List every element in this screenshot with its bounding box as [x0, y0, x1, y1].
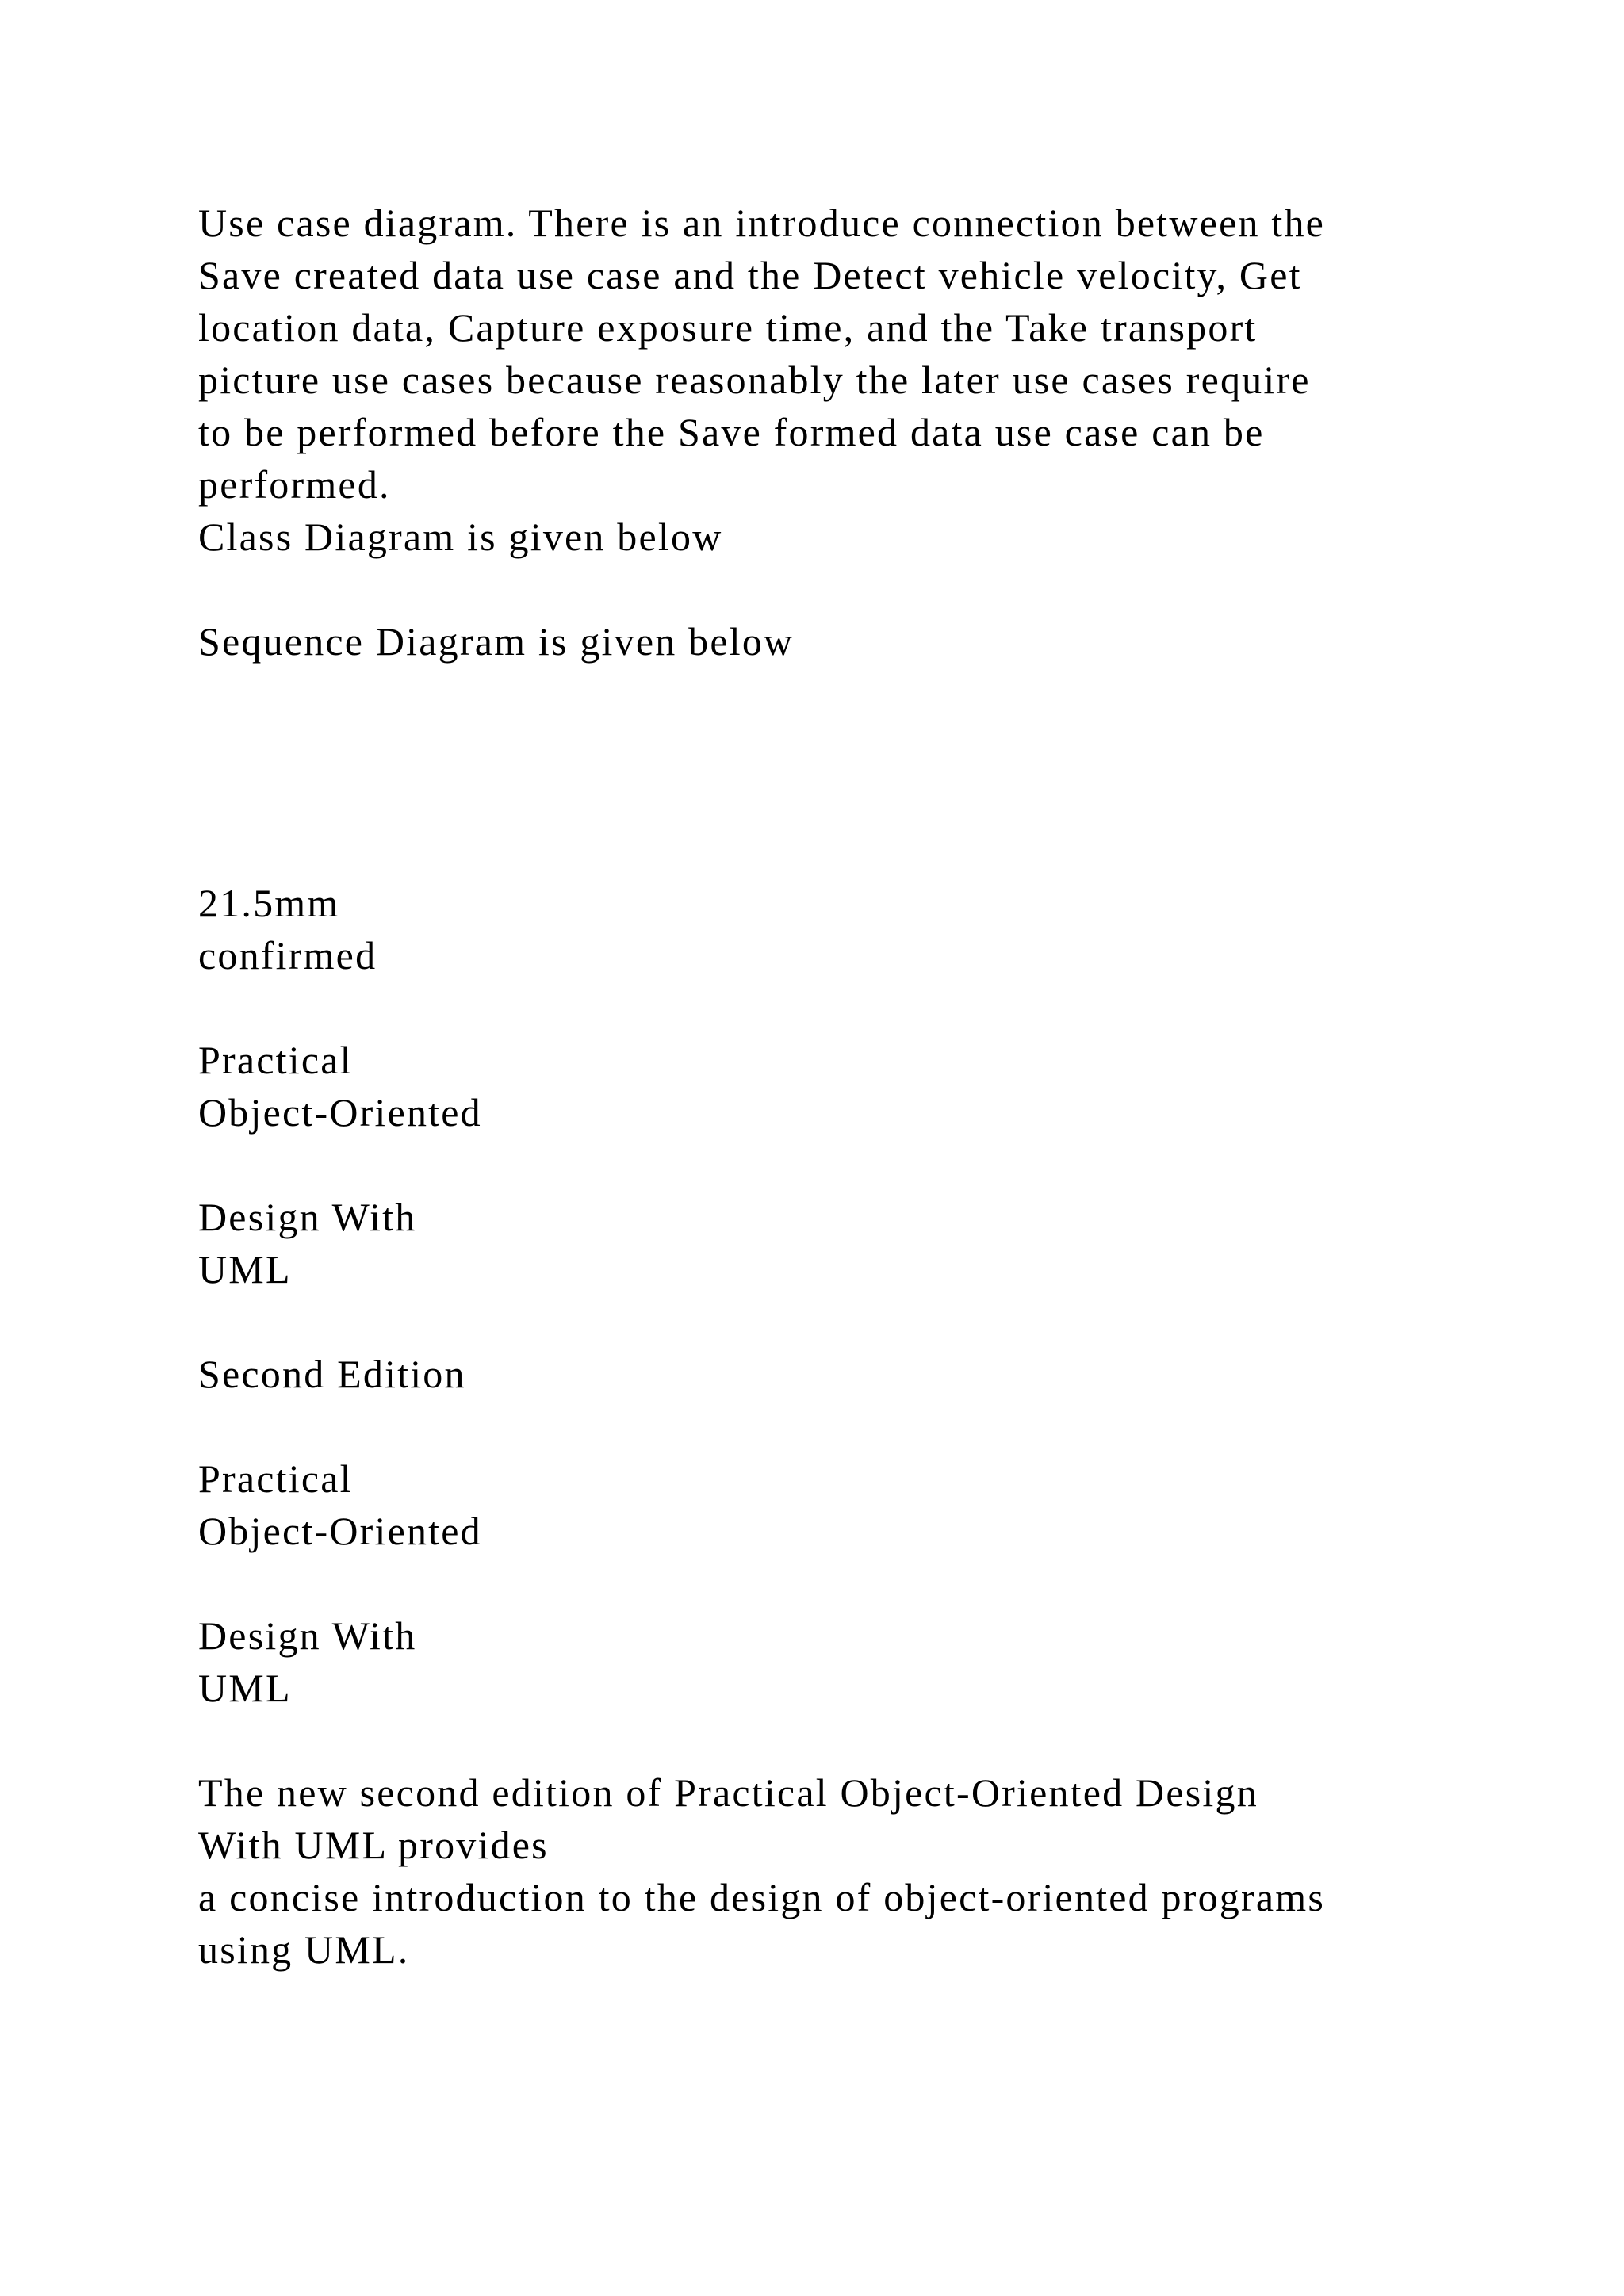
- sequence-diagram-caption: Sequence Diagram is given below: [198, 619, 795, 664]
- book-title-block: [198, 1034, 1507, 1295]
- blank-line: [198, 982, 1507, 1034]
- blank-line: [198, 1295, 1507, 1348]
- spine-status: confirmed: [198, 933, 377, 978]
- document-body: [198, 197, 1507, 1976]
- title-line: Object-Oriented: [198, 1090, 482, 1135]
- paragraph-line: location data, Capture exposure time, and the Take transport: [198, 305, 1258, 350]
- title-line: Design With: [198, 1613, 417, 1658]
- title-line: Design With: [198, 1195, 417, 1239]
- book-title-block: [198, 1452, 1507, 1714]
- description-line: The new second edition of Practical Object-Oriented Design: [198, 1770, 1258, 1815]
- paragraph-line: to be performed before the Save formed data use case can be: [198, 410, 1265, 454]
- paragraph-line: performed.: [198, 462, 391, 507]
- title-line: UML: [198, 1666, 292, 1710]
- book-description: [198, 1766, 1507, 1976]
- edition-label: Second Edition: [198, 1352, 466, 1396]
- blank-line: [198, 1557, 1507, 1609]
- blank-line: [198, 1138, 1507, 1191]
- blank-line: [198, 1714, 1507, 1766]
- blank-space: [198, 668, 1507, 877]
- title-line: Practical: [198, 1038, 353, 1082]
- spine-measurement: 21.5mm: [198, 881, 340, 925]
- paragraph-line: Use case diagram. There is an introduce connection between the: [198, 201, 1326, 245]
- title-line: UML: [198, 1247, 292, 1292]
- title-line: Practical: [198, 1456, 353, 1501]
- class-diagram-caption: Class Diagram is given below: [198, 515, 723, 559]
- title-line: Object-Oriented: [198, 1509, 482, 1553]
- description-line: With UML provides: [198, 1823, 549, 1867]
- paragraph-line: Save created data use case and the Detect vehicle velocity, Get: [198, 253, 1302, 297]
- blank-line: [198, 1400, 1507, 1452]
- description-line: using UML.: [198, 1927, 410, 1972]
- use-case-paragraph: [198, 197, 1507, 511]
- blank-line: [198, 563, 1507, 615]
- paragraph-line: picture use cases because reasonably the later use cases require: [198, 358, 1311, 402]
- description-line: a concise introduction to the design of object-oriented programs: [198, 1875, 1325, 1919]
